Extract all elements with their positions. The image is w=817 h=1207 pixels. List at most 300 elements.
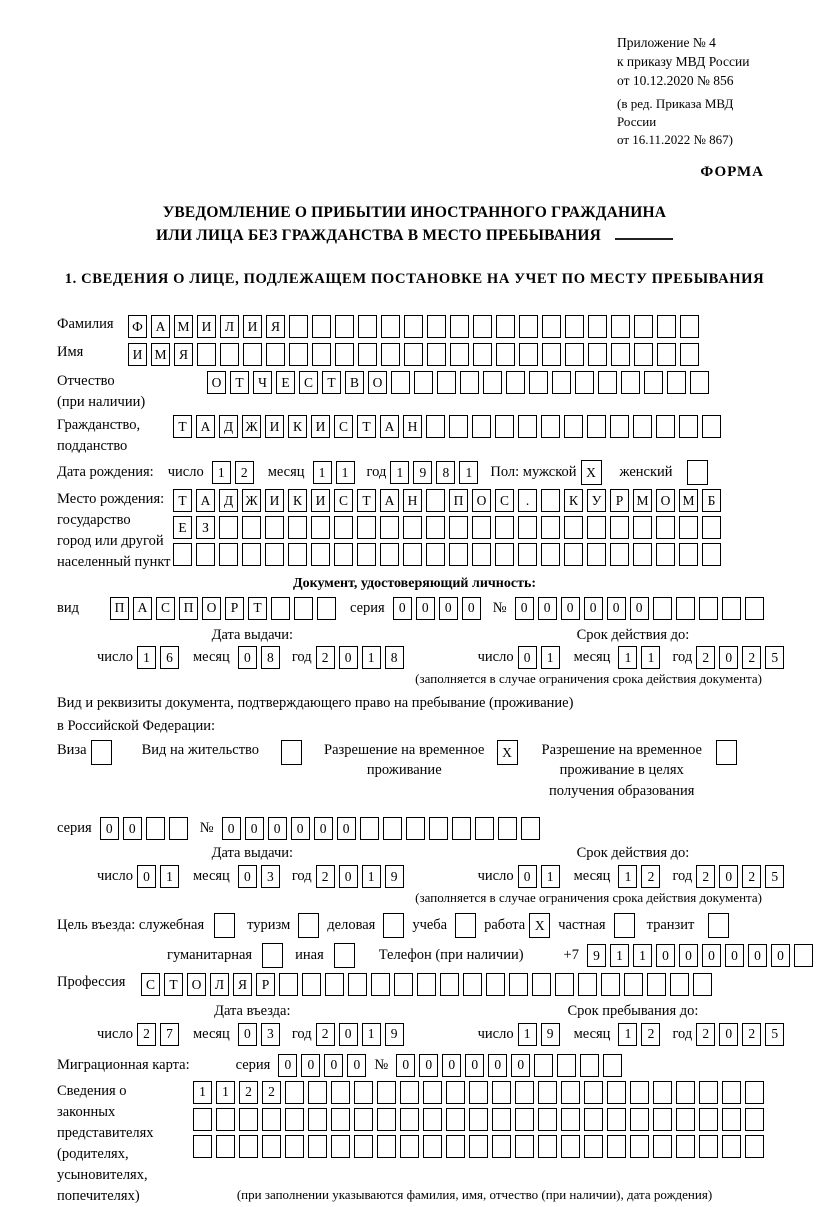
form-cell[interactable]: О bbox=[207, 371, 226, 394]
form-cell[interactable] bbox=[214, 913, 235, 938]
form-cell[interactable]: 1 bbox=[362, 1023, 381, 1046]
form-cell[interactable] bbox=[404, 343, 423, 366]
form-cell[interactable]: 1 bbox=[618, 1023, 637, 1046]
form-cell[interactable] bbox=[633, 415, 652, 438]
form-cell[interactable]: Я bbox=[174, 343, 193, 366]
form-cell[interactable]: 2 bbox=[316, 865, 335, 888]
form-cell[interactable]: 0 bbox=[725, 944, 744, 967]
form-cell[interactable] bbox=[634, 315, 653, 338]
form-cell[interactable] bbox=[580, 1054, 599, 1077]
form-cell[interactable]: 0 bbox=[393, 597, 412, 620]
form-cell[interactable]: 2 bbox=[641, 865, 660, 888]
form-cell[interactable] bbox=[216, 1135, 235, 1158]
form-cell[interactable]: 0 bbox=[339, 865, 358, 888]
form-cell[interactable] bbox=[607, 1081, 626, 1104]
form-cell[interactable]: 0 bbox=[238, 865, 257, 888]
form-cell[interactable] bbox=[634, 343, 653, 366]
form-cell[interactable]: Л bbox=[220, 315, 239, 338]
form-cell[interactable]: 0 bbox=[511, 1054, 530, 1077]
form-cell[interactable] bbox=[607, 1108, 626, 1131]
form-cell[interactable]: И bbox=[311, 415, 330, 438]
form-cell[interactable] bbox=[302, 973, 321, 996]
form-cell[interactable]: Я bbox=[266, 315, 285, 338]
form-cell[interactable] bbox=[312, 343, 331, 366]
form-cell[interactable] bbox=[702, 415, 721, 438]
form-cell[interactable] bbox=[515, 1108, 534, 1131]
form-cell[interactable]: Д bbox=[219, 489, 238, 512]
form-cell[interactable] bbox=[312, 315, 331, 338]
form-cell[interactable] bbox=[173, 543, 192, 566]
form-cell[interactable] bbox=[400, 1135, 419, 1158]
form-cell[interactable] bbox=[334, 943, 355, 968]
form-cell[interactable]: 0 bbox=[278, 1054, 297, 1077]
form-cell[interactable]: Т bbox=[230, 371, 249, 394]
form-cell[interactable]: 0 bbox=[630, 597, 649, 620]
form-cell[interactable] bbox=[680, 315, 699, 338]
form-cell[interactable] bbox=[745, 1108, 764, 1131]
form-cell[interactable] bbox=[146, 817, 165, 840]
form-cell[interactable] bbox=[564, 516, 583, 539]
form-cell[interactable] bbox=[794, 944, 813, 967]
form-cell[interactable] bbox=[426, 415, 445, 438]
form-cell[interactable] bbox=[334, 543, 353, 566]
form-cell[interactable]: 8 bbox=[261, 646, 280, 669]
form-cell[interactable] bbox=[354, 1135, 373, 1158]
form-cell[interactable] bbox=[676, 1108, 695, 1131]
form-cell[interactable] bbox=[722, 597, 741, 620]
form-cell[interactable] bbox=[357, 543, 376, 566]
form-cell[interactable] bbox=[265, 516, 284, 539]
form-cell[interactable]: 0 bbox=[301, 1054, 320, 1077]
form-cell[interactable] bbox=[331, 1108, 350, 1131]
form-cell[interactable]: А bbox=[196, 415, 215, 438]
form-cell[interactable]: 5 bbox=[765, 865, 784, 888]
form-cell[interactable]: 5 bbox=[765, 1023, 784, 1046]
form-cell[interactable]: П bbox=[110, 597, 129, 620]
form-cell[interactable]: 2 bbox=[262, 1081, 281, 1104]
form-cell[interactable] bbox=[716, 740, 737, 765]
form-cell[interactable] bbox=[506, 371, 525, 394]
form-cell[interactable] bbox=[169, 817, 188, 840]
form-cell[interactable]: Т bbox=[357, 415, 376, 438]
form-cell[interactable]: 8 bbox=[385, 646, 404, 669]
form-cell[interactable] bbox=[449, 516, 468, 539]
form-cell[interactable] bbox=[414, 371, 433, 394]
form-cell[interactable] bbox=[611, 315, 630, 338]
form-cell[interactable]: 0 bbox=[100, 817, 119, 840]
form-cell[interactable] bbox=[509, 973, 528, 996]
form-cell[interactable]: 0 bbox=[291, 817, 310, 840]
form-cell[interactable]: 2 bbox=[742, 1023, 761, 1046]
form-cell[interactable] bbox=[699, 1108, 718, 1131]
form-cell[interactable] bbox=[335, 315, 354, 338]
form-cell[interactable] bbox=[473, 315, 492, 338]
form-cell[interactable] bbox=[311, 516, 330, 539]
form-cell[interactable]: 0 bbox=[137, 865, 156, 888]
form-cell[interactable]: 0 bbox=[538, 597, 557, 620]
form-cell[interactable]: 1 bbox=[193, 1081, 212, 1104]
form-cell[interactable] bbox=[667, 371, 686, 394]
form-cell[interactable] bbox=[452, 817, 471, 840]
form-cell[interactable]: Я bbox=[233, 973, 252, 996]
form-cell[interactable] bbox=[469, 1081, 488, 1104]
form-cell[interactable]: 1 bbox=[518, 1023, 537, 1046]
form-cell[interactable]: 0 bbox=[442, 1054, 461, 1077]
form-cell[interactable]: К bbox=[564, 489, 583, 512]
form-cell[interactable]: 9 bbox=[587, 944, 606, 967]
form-cell[interactable]: 9 bbox=[385, 1023, 404, 1046]
form-cell[interactable] bbox=[679, 543, 698, 566]
form-cell[interactable]: С bbox=[299, 371, 318, 394]
form-cell[interactable]: 8 bbox=[436, 461, 455, 484]
form-cell[interactable]: П bbox=[179, 597, 198, 620]
form-cell[interactable]: З bbox=[196, 516, 215, 539]
form-cell[interactable]: Л bbox=[210, 973, 229, 996]
form-cell[interactable] bbox=[437, 371, 456, 394]
form-cell[interactable] bbox=[426, 543, 445, 566]
form-cell[interactable] bbox=[587, 516, 606, 539]
form-cell[interactable]: 0 bbox=[607, 597, 626, 620]
form-cell[interactable] bbox=[653, 1108, 672, 1131]
form-cell[interactable]: 0 bbox=[339, 646, 358, 669]
form-cell[interactable] bbox=[557, 1054, 576, 1077]
form-cell[interactable] bbox=[417, 973, 436, 996]
form-cell[interactable] bbox=[406, 817, 425, 840]
form-cell[interactable] bbox=[423, 1108, 442, 1131]
form-cell[interactable] bbox=[325, 973, 344, 996]
form-cell[interactable] bbox=[496, 343, 515, 366]
form-cell[interactable] bbox=[289, 315, 308, 338]
form-cell[interactable]: И bbox=[243, 315, 262, 338]
form-cell[interactable]: 1 bbox=[362, 646, 381, 669]
form-cell[interactable]: 9 bbox=[385, 865, 404, 888]
form-cell[interactable] bbox=[607, 1135, 626, 1158]
form-cell[interactable] bbox=[565, 315, 584, 338]
form-cell[interactable] bbox=[262, 1108, 281, 1131]
form-cell[interactable] bbox=[699, 1135, 718, 1158]
form-cell[interactable] bbox=[377, 1135, 396, 1158]
form-cell[interactable]: 1 bbox=[459, 461, 478, 484]
form-cell[interactable] bbox=[603, 1054, 622, 1077]
form-cell[interactable] bbox=[196, 543, 215, 566]
form-cell[interactable]: 0 bbox=[748, 944, 767, 967]
form-cell[interactable] bbox=[552, 371, 571, 394]
form-cell[interactable] bbox=[561, 1108, 580, 1131]
form-cell[interactable] bbox=[679, 516, 698, 539]
form-cell[interactable]: О bbox=[656, 489, 675, 512]
form-cell[interactable] bbox=[298, 913, 319, 938]
form-cell[interactable] bbox=[216, 1108, 235, 1131]
form-cell[interactable] bbox=[358, 343, 377, 366]
form-cell[interactable] bbox=[601, 973, 620, 996]
form-cell[interactable] bbox=[610, 415, 629, 438]
form-cell[interactable]: 7 bbox=[160, 1023, 179, 1046]
form-cell[interactable] bbox=[630, 1081, 649, 1104]
form-cell[interactable]: Т bbox=[357, 489, 376, 512]
form-cell[interactable]: М bbox=[633, 489, 652, 512]
form-cell[interactable]: Ф bbox=[128, 315, 147, 338]
form-cell[interactable]: X bbox=[529, 913, 550, 938]
form-cell[interactable] bbox=[334, 516, 353, 539]
form-cell[interactable]: 2 bbox=[742, 865, 761, 888]
form-cell[interactable] bbox=[475, 817, 494, 840]
form-cell[interactable]: С bbox=[156, 597, 175, 620]
form-cell[interactable]: 9 bbox=[541, 1023, 560, 1046]
form-cell[interactable] bbox=[492, 1135, 511, 1158]
form-cell[interactable] bbox=[656, 516, 675, 539]
form-cell[interactable] bbox=[348, 973, 367, 996]
form-cell[interactable] bbox=[335, 343, 354, 366]
form-cell[interactable] bbox=[289, 343, 308, 366]
form-cell[interactable]: Т bbox=[322, 371, 341, 394]
form-cell[interactable]: 0 bbox=[719, 865, 738, 888]
form-cell[interactable]: 2 bbox=[696, 865, 715, 888]
form-cell[interactable] bbox=[518, 543, 537, 566]
form-cell[interactable] bbox=[653, 1135, 672, 1158]
form-cell[interactable] bbox=[542, 315, 561, 338]
form-cell[interactable] bbox=[610, 516, 629, 539]
form-cell[interactable] bbox=[498, 817, 517, 840]
form-cell[interactable]: 0 bbox=[465, 1054, 484, 1077]
form-cell[interactable]: С bbox=[334, 415, 353, 438]
form-cell[interactable] bbox=[391, 371, 410, 394]
form-cell[interactable] bbox=[377, 1081, 396, 1104]
form-cell[interactable]: Р bbox=[225, 597, 244, 620]
form-cell[interactable] bbox=[219, 543, 238, 566]
form-cell[interactable] bbox=[239, 1108, 258, 1131]
form-cell[interactable]: 1 bbox=[362, 865, 381, 888]
form-cell[interactable] bbox=[653, 597, 672, 620]
form-cell[interactable] bbox=[219, 516, 238, 539]
form-cell[interactable]: Р bbox=[610, 489, 629, 512]
form-cell[interactable]: 0 bbox=[396, 1054, 415, 1077]
form-cell[interactable] bbox=[495, 543, 514, 566]
form-cell[interactable] bbox=[308, 1135, 327, 1158]
form-cell[interactable]: И bbox=[128, 343, 147, 366]
form-cell[interactable] bbox=[656, 415, 675, 438]
form-cell[interactable]: 0 bbox=[314, 817, 333, 840]
form-cell[interactable] bbox=[242, 543, 261, 566]
form-cell[interactable] bbox=[676, 1081, 695, 1104]
form-cell[interactable] bbox=[285, 1108, 304, 1131]
form-cell[interactable] bbox=[450, 315, 469, 338]
form-cell[interactable] bbox=[380, 543, 399, 566]
form-cell[interactable]: В bbox=[345, 371, 364, 394]
form-cell[interactable] bbox=[565, 343, 584, 366]
form-cell[interactable]: А bbox=[196, 489, 215, 512]
form-cell[interactable] bbox=[285, 1135, 304, 1158]
form-cell[interactable] bbox=[381, 343, 400, 366]
form-cell[interactable] bbox=[690, 371, 709, 394]
form-cell[interactable] bbox=[262, 1135, 281, 1158]
form-cell[interactable]: 2 bbox=[137, 1023, 156, 1046]
form-cell[interactable] bbox=[426, 516, 445, 539]
form-cell[interactable] bbox=[687, 460, 708, 485]
form-cell[interactable]: X bbox=[581, 460, 602, 485]
form-cell[interactable] bbox=[404, 315, 423, 338]
form-cell[interactable] bbox=[702, 516, 721, 539]
form-cell[interactable] bbox=[538, 1108, 557, 1131]
form-cell[interactable]: 0 bbox=[462, 597, 481, 620]
form-cell[interactable] bbox=[394, 973, 413, 996]
form-cell[interactable]: И bbox=[311, 489, 330, 512]
form-cell[interactable] bbox=[440, 973, 459, 996]
form-cell[interactable] bbox=[584, 1108, 603, 1131]
form-cell[interactable]: Т bbox=[248, 597, 267, 620]
form-cell[interactable]: 9 bbox=[413, 461, 432, 484]
form-cell[interactable]: О bbox=[472, 489, 491, 512]
form-cell[interactable] bbox=[657, 343, 676, 366]
form-cell[interactable] bbox=[679, 415, 698, 438]
form-cell[interactable]: 1 bbox=[216, 1081, 235, 1104]
form-cell[interactable] bbox=[541, 489, 560, 512]
form-cell[interactable] bbox=[288, 516, 307, 539]
form-cell[interactable] bbox=[400, 1081, 419, 1104]
form-cell[interactable] bbox=[354, 1081, 373, 1104]
form-cell[interactable] bbox=[745, 1081, 764, 1104]
form-cell[interactable]: Т bbox=[173, 415, 192, 438]
form-cell[interactable] bbox=[354, 1108, 373, 1131]
form-cell[interactable] bbox=[699, 1081, 718, 1104]
form-cell[interactable]: Е bbox=[276, 371, 295, 394]
form-cell[interactable]: С bbox=[495, 489, 514, 512]
form-cell[interactable] bbox=[633, 543, 652, 566]
form-cell[interactable]: 6 bbox=[160, 646, 179, 669]
form-cell[interactable] bbox=[472, 415, 491, 438]
form-cell[interactable] bbox=[699, 597, 718, 620]
form-cell[interactable] bbox=[532, 973, 551, 996]
form-cell[interactable]: 0 bbox=[268, 817, 287, 840]
form-cell[interactable] bbox=[587, 415, 606, 438]
form-cell[interactable]: Ж bbox=[242, 489, 261, 512]
form-cell[interactable] bbox=[561, 1081, 580, 1104]
form-cell[interactable]: М bbox=[679, 489, 698, 512]
form-cell[interactable]: С bbox=[334, 489, 353, 512]
form-cell[interactable] bbox=[584, 1135, 603, 1158]
form-cell[interactable] bbox=[317, 597, 336, 620]
form-cell[interactable]: 0 bbox=[656, 944, 675, 967]
form-cell[interactable] bbox=[578, 973, 597, 996]
form-cell[interactable] bbox=[243, 343, 262, 366]
form-cell[interactable]: П bbox=[449, 489, 468, 512]
form-cell[interactable] bbox=[446, 1081, 465, 1104]
form-cell[interactable]: Т bbox=[164, 973, 183, 996]
form-cell[interactable] bbox=[541, 415, 560, 438]
form-cell[interactable] bbox=[534, 1054, 553, 1077]
form-cell[interactable]: Ж bbox=[242, 415, 261, 438]
form-cell[interactable]: А bbox=[380, 489, 399, 512]
form-cell[interactable]: 1 bbox=[618, 865, 637, 888]
form-cell[interactable] bbox=[610, 543, 629, 566]
form-cell[interactable]: 0 bbox=[518, 646, 537, 669]
form-cell[interactable]: 0 bbox=[439, 597, 458, 620]
form-cell[interactable] bbox=[745, 597, 764, 620]
form-cell[interactable]: 0 bbox=[771, 944, 790, 967]
form-cell[interactable] bbox=[469, 1108, 488, 1131]
form-cell[interactable] bbox=[538, 1081, 557, 1104]
form-cell[interactable] bbox=[483, 371, 502, 394]
form-cell[interactable]: 2 bbox=[696, 1023, 715, 1046]
form-cell[interactable] bbox=[262, 943, 283, 968]
form-cell[interactable] bbox=[455, 913, 476, 938]
form-cell[interactable] bbox=[587, 543, 606, 566]
form-cell[interactable] bbox=[377, 1108, 396, 1131]
form-cell[interactable] bbox=[469, 1135, 488, 1158]
form-cell[interactable]: 1 bbox=[610, 944, 629, 967]
form-cell[interactable]: 1 bbox=[137, 646, 156, 669]
form-cell[interactable] bbox=[644, 371, 663, 394]
form-cell[interactable] bbox=[285, 1081, 304, 1104]
form-cell[interactable] bbox=[294, 597, 313, 620]
form-cell[interactable]: 1 bbox=[618, 646, 637, 669]
form-cell[interactable]: 5 bbox=[765, 646, 784, 669]
form-cell[interactable]: 2 bbox=[742, 646, 761, 669]
form-cell[interactable] bbox=[542, 343, 561, 366]
form-cell[interactable] bbox=[529, 371, 548, 394]
form-cell[interactable] bbox=[561, 1135, 580, 1158]
form-cell[interactable] bbox=[266, 343, 285, 366]
form-cell[interactable]: 0 bbox=[719, 646, 738, 669]
form-cell[interactable]: 0 bbox=[561, 597, 580, 620]
form-cell[interactable] bbox=[472, 516, 491, 539]
form-cell[interactable]: Е bbox=[173, 516, 192, 539]
form-cell[interactable] bbox=[265, 543, 284, 566]
form-cell[interactable] bbox=[633, 516, 652, 539]
form-cell[interactable] bbox=[722, 1108, 741, 1131]
form-cell[interactable] bbox=[496, 315, 515, 338]
form-cell[interactable]: 0 bbox=[347, 1054, 366, 1077]
form-cell[interactable]: 0 bbox=[584, 597, 603, 620]
form-cell[interactable]: 1 bbox=[212, 461, 231, 484]
form-cell[interactable]: С bbox=[141, 973, 160, 996]
form-cell[interactable] bbox=[702, 543, 721, 566]
form-cell[interactable] bbox=[521, 817, 540, 840]
form-cell[interactable]: 1 bbox=[541, 646, 560, 669]
form-cell[interactable] bbox=[657, 315, 676, 338]
form-cell[interactable] bbox=[598, 371, 617, 394]
form-cell[interactable]: 0 bbox=[419, 1054, 438, 1077]
form-cell[interactable]: 0 bbox=[339, 1023, 358, 1046]
form-cell[interactable]: 3 bbox=[261, 865, 280, 888]
form-cell[interactable] bbox=[621, 371, 640, 394]
form-cell[interactable] bbox=[676, 597, 695, 620]
form-cell[interactable] bbox=[383, 913, 404, 938]
form-cell[interactable] bbox=[331, 1135, 350, 1158]
form-cell[interactable]: А bbox=[151, 315, 170, 338]
form-cell[interactable] bbox=[518, 516, 537, 539]
form-cell[interactable] bbox=[450, 343, 469, 366]
form-cell[interactable] bbox=[564, 415, 583, 438]
form-cell[interactable]: 0 bbox=[702, 944, 721, 967]
form-cell[interactable]: 0 bbox=[337, 817, 356, 840]
form-cell[interactable] bbox=[371, 973, 390, 996]
form-cell[interactable] bbox=[446, 1135, 465, 1158]
form-cell[interactable] bbox=[624, 973, 643, 996]
form-cell[interactable] bbox=[693, 973, 712, 996]
form-cell[interactable]: 0 bbox=[222, 817, 241, 840]
form-cell[interactable]: 0 bbox=[324, 1054, 343, 1077]
form-cell[interactable] bbox=[380, 516, 399, 539]
form-cell[interactable]: У bbox=[587, 489, 606, 512]
form-cell[interactable]: О bbox=[202, 597, 221, 620]
form-cell[interactable]: 0 bbox=[515, 597, 534, 620]
form-cell[interactable]: 1 bbox=[390, 461, 409, 484]
form-cell[interactable]: М bbox=[151, 343, 170, 366]
form-cell[interactable]: 1 bbox=[336, 461, 355, 484]
form-cell[interactable] bbox=[515, 1135, 534, 1158]
form-cell[interactable] bbox=[193, 1135, 212, 1158]
form-cell[interactable] bbox=[745, 1135, 764, 1158]
